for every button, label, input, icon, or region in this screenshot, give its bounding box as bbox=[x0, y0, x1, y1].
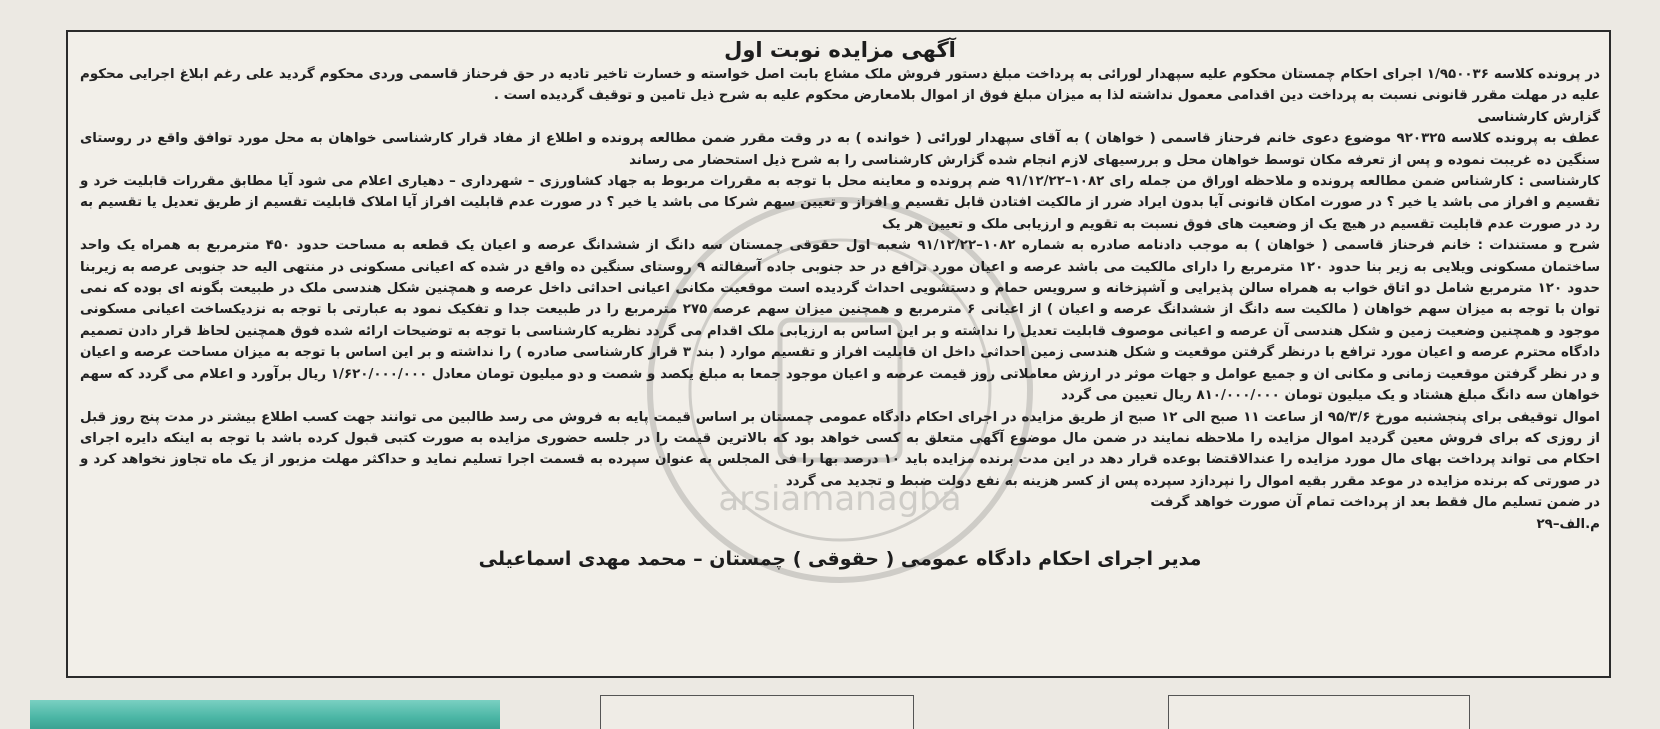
teal-color-strip bbox=[30, 700, 500, 729]
adjacent-ad-box-left bbox=[600, 695, 914, 729]
report-heading: گزارش کارشناسی bbox=[1477, 109, 1600, 125]
notice-code: م.الف–۲۹ bbox=[1536, 516, 1600, 532]
adjacent-ad-box-right bbox=[1168, 695, 1470, 729]
delivery-paragraph: در ضمن تسلیم مال فقط بعد از پرداخت تمام آن صورت خواهد گرفت bbox=[1150, 495, 1600, 511]
report-paragraph: عطف به پرونده کلاسه ۹۲۰۳۲۵ موضوع دعوی خانم فرحناز قاسمی ( خواهان ) به آقای سپهدار لورائی ( خوانده ) به در وقت مقرر ضمن مطالعه پرونده و اطلاع از مفاد قرار کارشناسی خواهان به محل مورد توافق واقع در روستای سنگین ده غریبت نموده و پس از تعرفه مکان توسط خواهان محل و بررسیهای لازم انجام شده گزارش کارشناسی را به شرح ذیل استحضار می رساند bbox=[80, 131, 1600, 168]
notice-title: آگهی مزایده نوبت اول bbox=[724, 38, 956, 62]
auction-paragraph: اموال توقیفی برای پنجشنبه مورخ ۹۵/۳/۶ از ساعت ۱۱ صبح الی ۱۲ صبح از طریق مزایده در اجرای احکام دادگاه عمومی چمستان بر اساس قیمت پایه به فروش می رسد طالبین می توانند جهت کسب اطلاع بیشتر در مدت پنج روز قبل از روزی که برای فروش معین گردید اموال مزایده را ملاحظه نمایند در ضمن مال موضوع آگهی متعلق به کسی خواهد بود که بالاترین قیمت را در جلسه حضوری مزایده به صورت کتبی قبول کرده باشد با توجه به اینکه دایره اجرای احکام می تواند پرداخت بهای مال مورد مزایده را عندالاقتضا بوعده قرار دهد در این مدت برنده مزایده باید ۱۰ درصد بها را فی المجلس به عنوان سپرده به قسمت اجرا تسلیم نماید و حداکثر مهلت مزبور از یک ماه تجاوز نخواهد کرد و در صورتی که برنده مزایده در موعد مقرر بقیه اموال را نپردازد سپرده پس از کسر هزینه به نفع دولت ضبط و تجدید می گردد bbox=[80, 409, 1600, 489]
description-paragraph: شرح و مستندات : خانم فرحناز قاسمی ( خواهان ) به موجب دادنامه صادره به شماره ۱۰۸۲–۹۱/۱۲/۲۲ شعبه اول حقوقی چمستان سه دانگ از ششدانگ عرصه و اعیان یک قطعه به مساحت حدود ۴۵۰ مترمربع به همراه یک واحد ساختمان مسکونی ویلایی به زیر بنا حدود ۱۲۰ مترمربع را دارای مالکیت می باشد عرصه و اعیان مورد ترافع در حد جنوبی جاده آسفالته ۹ روستای سنگین ده واقع در شده که اعیانی مسکونی در منتهی الیه حد جنوبی عرصه به زیربنا حدود ۱۲۰ مترمربع شامل دو اتاق خواب به همراه سالن پذیرایی و آشپزخانه و سرویس حمام و دستشویی احداث گردیده است موقعیت مکانی اعیانی احداثی داخل عرصه و همچنین شکل هندسی ملک در طبیعت بگونه ای بوده که نمی توان با توجه به میزان سهم خواهان ( مالکیت سه دانگ از ششدانگ عرصه و اعیان ) از اعیانی ۶ مترمربع و همچنین میزان سهم عرصه ۲۷۵ مترمربع را در طبیعت جدا و تفکیک نمود به عبارتی با توجه به نزدیکساخت اعیانی مسکونی موجود و همچنین وضعیت زمین و شکل هندسی آن عرصه و اعیانی موصوف قابلیت تعدیل را نداشته و بر این اساس به ارزیابی ملک اقدام می گردد نظریه کارشناسی با توجه به توضیحات ارائه شده فوق همچنین لحاظ قرار دادن تصمیم دادگاه محترم عرصه و اعیان مورد ترافع با درنظر گرفتن موقعیت و شکل هندسی زمین احداثی داخل ان قابلیت افراز و تقسیم موارد ( بند ۳ قرار کارشناسی صادره ) را نداشته و بر این اساس با توجه به میزان مساحت عرصه و اعیان و در نظر گرفتن موقعیت زمانی و مکانی ان و جمیع عوامل و جهات موثر در ارزش معاملاتی روز قیمت عرصه و اعیان موجود جمعا به مبلغ یکصد و شصت و دو میلیون تومان معادل ۱/۶۲۰/۰۰۰/۰۰۰ ریال برآورد و اعلام می گردد که سهم خواهان سه دانگ مبلغ هشتاد و یک میلیون تومان ۸۱۰/۰۰۰/۰۰۰ ریال تعیین می گردد bbox=[80, 238, 1601, 404]
notice-content bbox=[80, 36, 1600, 672]
expert-paragraph: کارشناسی : کارشناس ضمن مطالعه پرونده و ملاحظه اوراق من جمله رای ۱۰۸۲–۹۱/۱۲/۲۲ ضم پرونده و معاینه محل با توجه به مقررات مربوط به جهاد کشاورزی – شهرداری – دهیاری اعلام می شود آیا مطابق مقررات قابلیت خرد و تقسیم و افراز می باشد یا خیر ؟ در صورت امکان قانونی آیا بدون ایراد ضرر از مالکیت افتادن قابل تقسیم و افراز و تعیین سهم شرکا می باشد یا خیر ؟ در صورت عدم قابلیت افراز آیا املاک قابلیت تقسیم از طریق تعدیل یا تقسیم به رد در صورت عدم قابلیت تقسیم در هیچ یک از وضعیت های فوق نسبت به تقویم و ارزیابی ملک و تعیین هر یک bbox=[80, 174, 1600, 232]
intro-paragraph: در پرونده کلاسه ۱/۹۵۰۰۳۶ اجرای احکام چمستان محکوم علیه سپهدار لورائی به پرداخت مبلغ دستور فروش ملک مشاع بابت اصل خواسته و خسارت تاخیر تادیه در حق فرحناز قاسمی وردی محکوم گردید علی رغم ابلاغ اجرایی محکوم علیه در مهلت مقرر قانونی نسبت به پرداخت دین اقدامی معمول نداشته لذا به میزان مبلغ فوق از اموال بلامعارض محکوم علیه به شرح ذیل تامین و توقیف گردیده است . bbox=[80, 67, 1600, 104]
signature-line: مدیر اجرای احکام دادگاه عمومی ( حقوقی ) چمستان – محمد مهدی اسماعیلی bbox=[478, 547, 1202, 570]
